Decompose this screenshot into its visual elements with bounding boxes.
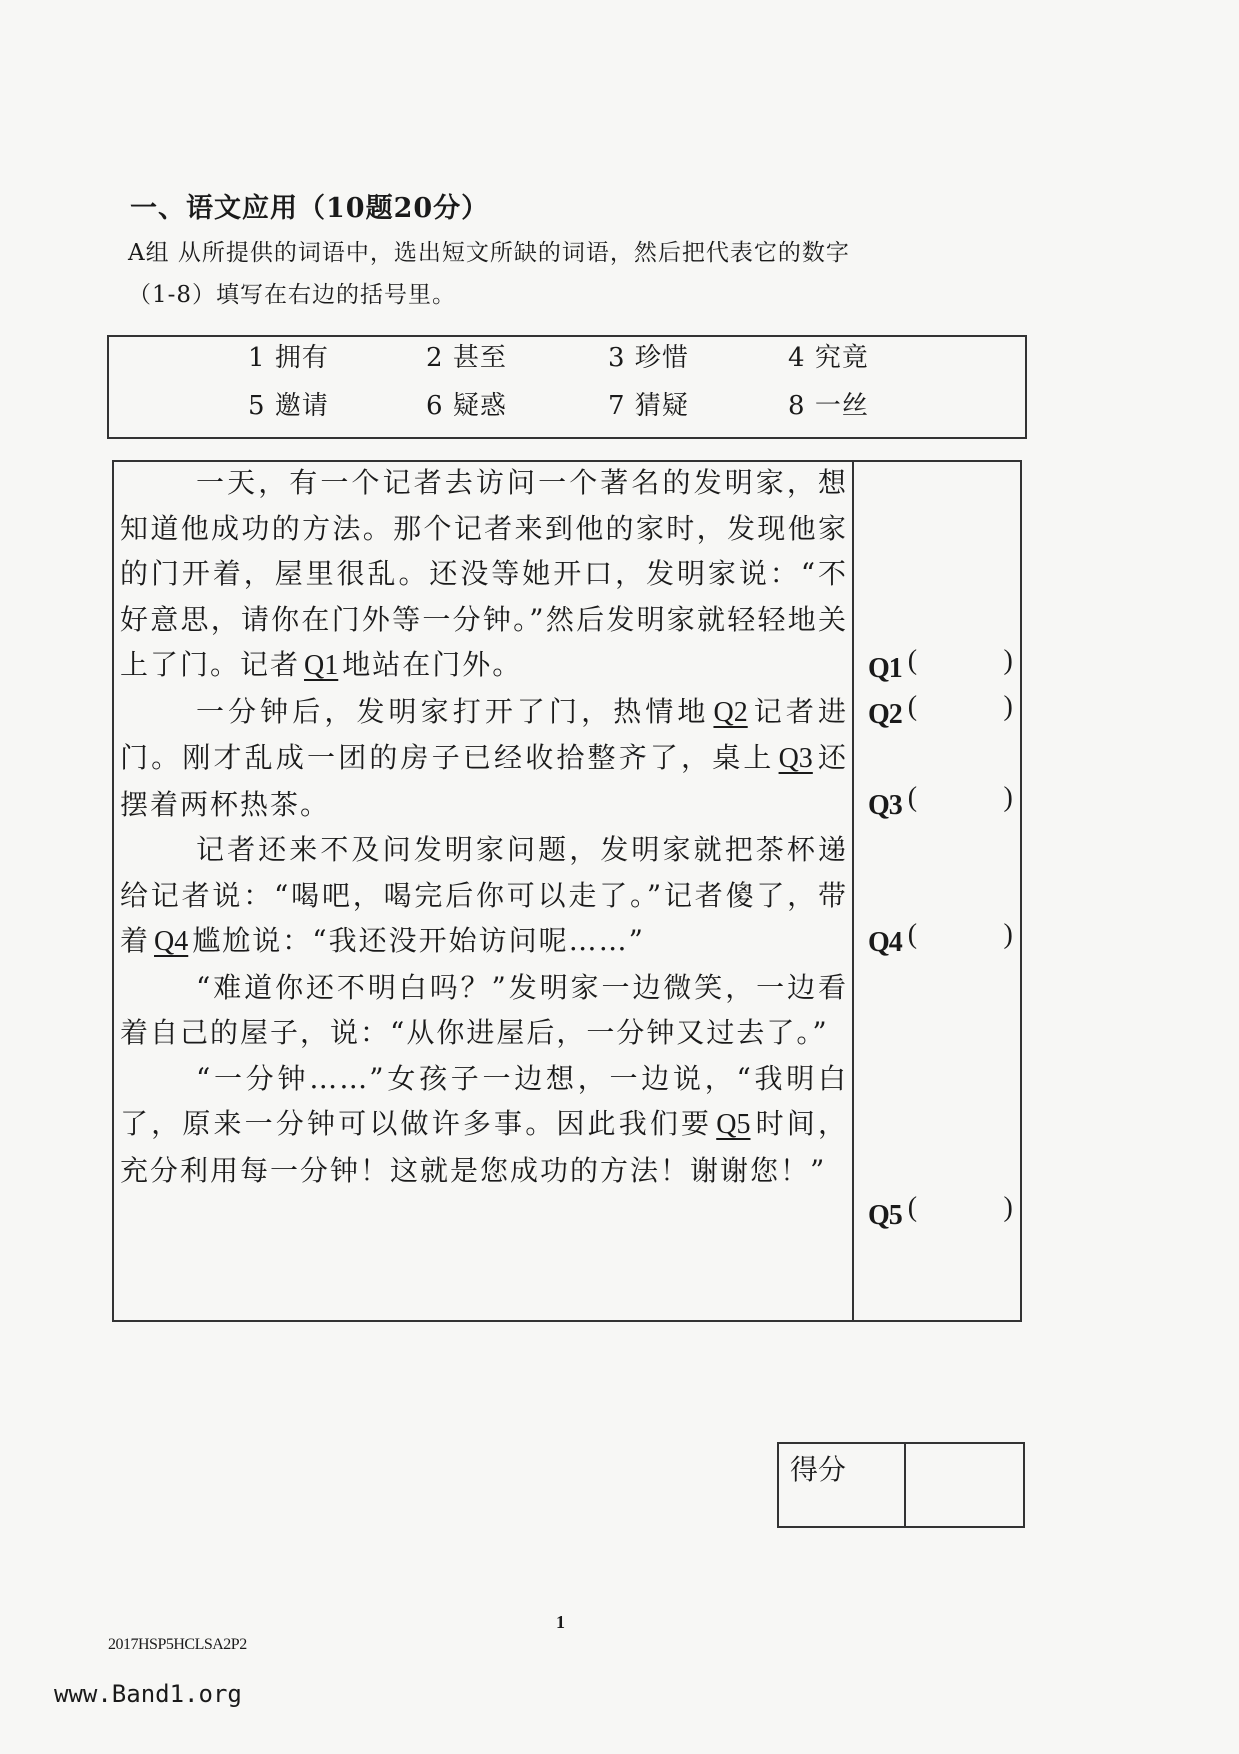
- paper-code: 2017HSP5HCLSA2P2: [108, 1636, 247, 1653]
- word-bank-item: 2 甚至: [426, 343, 507, 373]
- answer-slot-q1[interactable]: Q1 ( ): [868, 645, 1012, 684]
- answer-slot-q3[interactable]: Q3 ( ): [868, 782, 1012, 821]
- instructions: [128, 232, 1008, 316]
- answer-slot-q5[interactable]: Q5 ( ): [868, 1192, 1012, 1231]
- blank-q1: Q1: [304, 650, 339, 681]
- word-bank-item: 5 邀请: [248, 391, 329, 421]
- section-title: 一、语文应用（10题20分）: [130, 193, 490, 224]
- word-bank-box: [107, 335, 1027, 439]
- score-divider: [904, 1442, 906, 1528]
- blank-q2: Q2: [713, 696, 748, 728]
- word-bank-item: 4 究竟: [788, 343, 869, 373]
- blank-q4: Q4: [154, 926, 189, 957]
- paragraph-4: “难道你还不明白吗？”发明家一边微笑，一边看着自己的屋子，说：“从你进屋后，一分钟又过去了。”: [120, 970, 848, 1049]
- word-bank-item: 8 一丝: [788, 391, 869, 421]
- blank-q3: Q3: [778, 743, 813, 774]
- instruction-line-1: A组 从所提供的词语中，选出短文所缺的词语，然后把代表它的数字: [128, 240, 850, 266]
- page-number: 1: [556, 1612, 565, 1632]
- blank-q5: Q5: [716, 1109, 751, 1140]
- word-bank-item: 1 拥有: [248, 343, 329, 373]
- paragraph-2: 一分钟后，发明家打开了门，热情地 Q2 记者进门。刚才乱成一团的房子已经收拾整齐了，桌上 Q3 还摆着两杯热茶。: [120, 694, 848, 821]
- word-bank-item: 6 疑惑: [426, 391, 507, 421]
- answer-slot-q2[interactable]: Q2 ( ): [868, 691, 1012, 730]
- instruction-line-2: （1-8）填写在右边的括号里。: [128, 282, 457, 308]
- paragraph-1: 一天，有一个记者去访问一个著名的发明家，想知道他成功的方法。那个记者来到他的家时，发现他家的门开着，屋里很乱。还没等她开口，发明家说：“不好意思，请你在门外等一分钟。”然后发明家就轻轻地关上了门。记者 Q1 地站在门外。: [120, 466, 848, 681]
- paragraph-5: “一分钟……”女孩子一边想，一边说，“我明白了，原来一分钟可以做许多事。因此我们要 Q5 时间，充分利用每一分钟！这就是您成功的方法！谢谢您！”: [120, 1061, 848, 1187]
- word-bank-item: 3 珍惜: [608, 343, 689, 373]
- passage: [120, 460, 848, 1193]
- passage-divider: [852, 460, 854, 1322]
- word-bank-item: 7 猜疑: [608, 391, 689, 421]
- score-label: 得分: [790, 1453, 847, 1486]
- answer-slot-q4[interactable]: Q4 ( ): [868, 919, 1012, 958]
- paragraph-3: 记者还来不及问发明家问题，发明家就把茶杯递给记者说：“喝吧，喝完后你可以走了。”记者傻了，带着 Q4 尴尬说：“我还没开始访问呢……”: [120, 833, 848, 957]
- website-watermark: www.Band1.org: [54, 1680, 242, 1708]
